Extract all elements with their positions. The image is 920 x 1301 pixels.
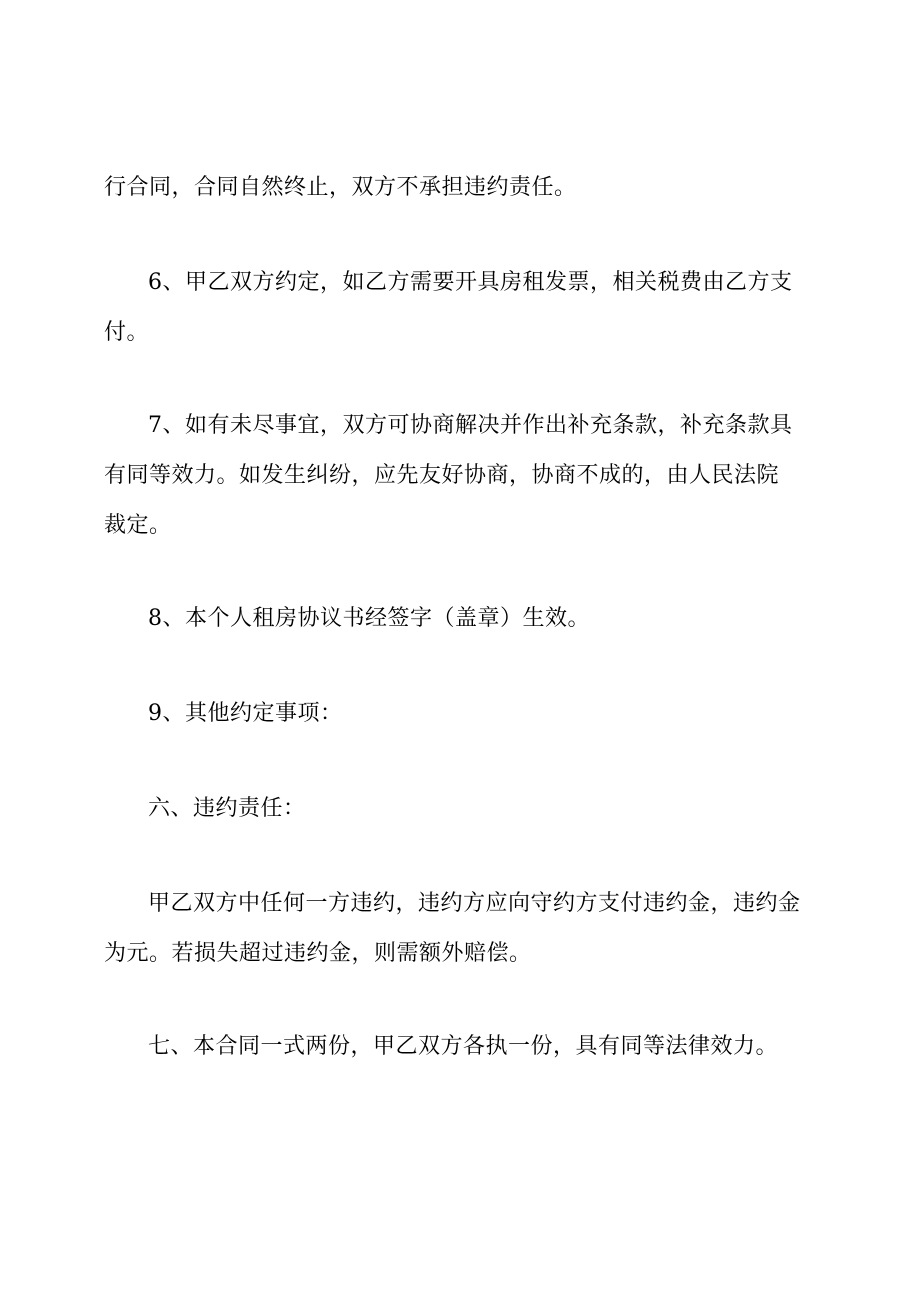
paragraph-line: 为元。若损失超过违约金，则需额外赔偿。	[104, 941, 532, 966]
section-heading: 六、违约责任：	[148, 796, 306, 821]
paragraph-line: 裁定。	[104, 513, 172, 538]
section-heading: 七、本合同一式两份，甲乙双方各执一份，具有同等法律效力。	[148, 1034, 779, 1059]
paragraph-line: 付。	[104, 320, 150, 345]
paragraph-line: 7、如有未尽事宜，双方可协商解决并作出补充条款，补充条款具	[148, 413, 793, 438]
paragraph-line: 9、其他约定事项：	[148, 701, 343, 726]
paragraph-line: 有同等效力。如发生纠纷，应先友好协商，协商不成的，由人民法院	[104, 463, 780, 488]
paragraph-line: 甲乙双方中任何一方违约，违约方应向守约方支付违约金，违约金	[148, 891, 801, 916]
paragraph-line: 行合同，合同自然终止，双方不承担违约责任。	[104, 175, 577, 200]
paragraph-line: 8、本个人租房协议书经签字（盖章）生效。	[148, 606, 590, 631]
paragraph-line: 6、甲乙双方约定，如乙方需要开具房租发票，相关税费由乙方支	[148, 270, 793, 295]
